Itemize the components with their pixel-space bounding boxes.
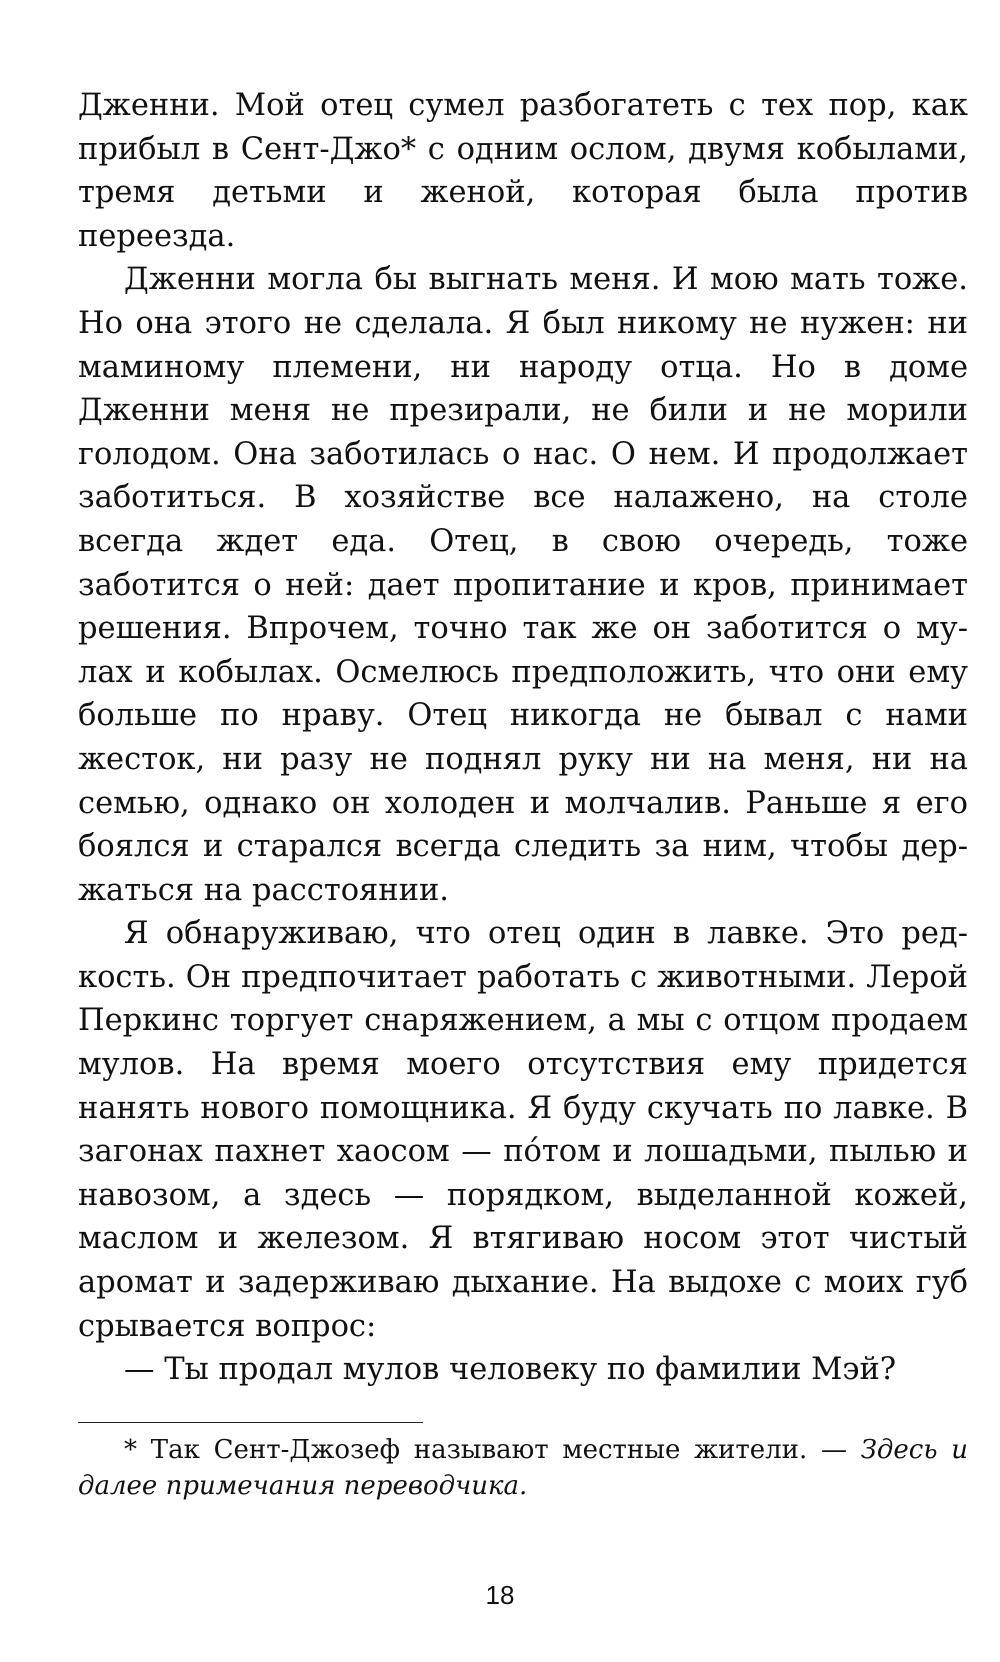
footnote-italic: Здесь и далее примечания переводчика. <box>78 1435 969 1501</box>
footnote-main: * Так Сент-Джозеф называют местные жители. — <box>124 1435 847 1465</box>
paragraph-1: Дженни. Мой отец сумел разбогатеть с тех пор, как прибыл в Сент-Джо* с одним ослом, двумя кобылами, тремя детьми и женой, которая была против переезда. <box>78 88 968 254</box>
footnote-divider <box>78 1422 423 1423</box>
footnote <box>78 1432 968 1504</box>
dialogue-line: — Ты продал мулов человеку по фамилии Мэй? <box>124 1352 897 1388</box>
paragraph-3: Я обнаруживаю, что отец один в лавке. Это редкость. Он предпочитает работать с животными. Лерой Перкинс торгует снаряжением, а мы с отцом продаем мулов. На время моего отсутствия ему придется нанять нового помощника. Я буду скучать по лавке. В загонах пахнет хаосом — по́том и лошадьми, пылью и навозом, а здесь — порядком, выделанной кожей, маслом и железом. Я втягиваю носом этот чистый аромат и задерживаю дыхание. На выдохе с моих губ срывается вопрос: <box>78 916 968 1344</box>
paragraph-2: Дженни могла бы выгнать меня. И мою мать тоже. Но она этого не сделала. Я был никому не нужен: ни маминому племени, ни народу отца. Но в доме Дженни меня не презирали, не били и не морили голодом. Она заботилась о нас. О нем. И продолжает заботиться. В хозяйстве все налажено, на столе всегда ждет еда. Отец, в свою очередь, тоже заботится о ней: дает пропитание и кров, принимает решения. Впрочем, точно так же он заботится о мулах и кобылах. Осмелюсь предположить, что они ему больше по нраву. Отец никогда не бывал с нами жесток, ни разу не поднял руку ни на меня, ни на семью, однако он холоден и молчалив. Раньше я его боялся и старался всегда следить за ним, чтобы держаться на расстоянии. <box>78 262 968 908</box>
page-number: 18 <box>485 1580 515 1610</box>
main-text <box>78 84 968 1392</box>
footnote-text <box>78 1432 968 1504</box>
